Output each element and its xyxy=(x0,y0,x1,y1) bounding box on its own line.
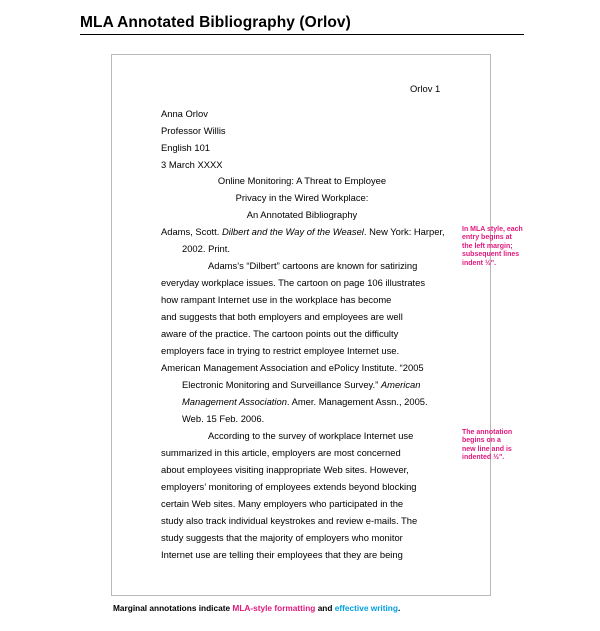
bibliography-entry-2 xyxy=(161,359,428,427)
annotation-line: how rampant Internet use in the workplace has become xyxy=(161,294,392,305)
annotation-line: employers face in trying to restrict employee Internet use. xyxy=(161,345,400,356)
footer-mid: and xyxy=(315,603,335,613)
professor-name: Professor Willis xyxy=(161,125,226,136)
entry-line: American Management Association and ePolicy Institute. “2005 xyxy=(161,362,424,373)
entry-author: Adams, Scott. xyxy=(161,226,222,237)
bibliography-entry-1 xyxy=(161,223,445,257)
title-divider xyxy=(80,34,524,35)
margin-note-entry-format xyxy=(462,226,542,268)
margin-note-line: indented ½". xyxy=(462,454,505,462)
footer-caption xyxy=(113,603,400,613)
document-title: MLA Annotated Bibliography (Orlov) xyxy=(80,14,351,31)
entry-line xyxy=(161,376,428,393)
annotation-line: employers’ monitoring of employees extends beyond blocking xyxy=(161,481,417,492)
entry-publisher: . New York: Harper, xyxy=(363,226,445,237)
margin-note-line: the left margin; xyxy=(462,242,513,250)
annotation-line: everyday workplace issues. The cartoon on page 106 illustrates xyxy=(161,277,426,288)
annotation-line: and suggests that both employers and employees are well xyxy=(161,311,403,322)
annotation-line: certain Web sites. Many employers who participated in the xyxy=(161,498,404,509)
annotation-line: Adams’s “Dilbert” cartoons are known for satirizing xyxy=(208,260,418,271)
margin-note-line: In MLA style, each xyxy=(462,226,523,233)
paper-title-line: Privacy in the Wired Workplace: xyxy=(235,192,369,203)
annotation-1 xyxy=(161,257,426,359)
margin-note-line: The annotation xyxy=(462,429,513,436)
entry-line: Web. 15 Feb. 2006. xyxy=(182,413,265,424)
annotation-2 xyxy=(161,427,418,563)
paper-date: 3 March XXXX xyxy=(161,159,223,170)
entry-line xyxy=(161,223,445,240)
margin-note-line: entry begins at xyxy=(462,234,512,242)
footer-prefix: Marginal annotations indicate xyxy=(113,603,233,613)
entry-book-title: Dilbert and the Way of the Weasel xyxy=(221,226,364,237)
annotation-line: summarized in this article, employers are most concerned xyxy=(161,447,401,458)
margin-note-line: subsequent lines xyxy=(462,251,520,259)
footer-end: . xyxy=(397,603,401,613)
annotation-line: aware of the practice. The cartoon points out the difficulty xyxy=(161,328,399,339)
paper-page xyxy=(111,54,491,596)
margin-note-line: indent ½". xyxy=(462,259,497,267)
annotation-line: study also track individual keystrokes and review e-mails. The xyxy=(161,515,418,526)
paper-heading xyxy=(161,105,226,173)
student-name: Anna Orlov xyxy=(161,108,208,119)
course-name: English 101 xyxy=(161,142,210,153)
annotation-line: Internet use are telling their employees that they are being xyxy=(161,549,403,560)
annotation-line: about employees visiting inappropriate Web sites. However, xyxy=(161,464,409,475)
paper-title xyxy=(112,172,491,223)
paper-title-line: Online Monitoring: A Threat to Employee xyxy=(217,175,387,186)
entry-article-title: Electronic Monitoring and Surveillance Survey.” xyxy=(182,379,381,390)
margin-note-line: begins on a xyxy=(462,437,501,445)
footer-effective-writing: effective writing xyxy=(334,603,398,613)
entry-line xyxy=(161,393,428,410)
entry-publisher: . Amer. Management Assn., 2005. xyxy=(286,396,428,407)
footer-mla-formatting: MLA-style formatting xyxy=(232,603,316,613)
entry-source-title: Management Association xyxy=(182,396,287,407)
paper-title-line: An Annotated Bibliography xyxy=(246,209,358,220)
margin-note-annotation-format xyxy=(462,429,542,463)
entry-line: 2002. Print. xyxy=(182,243,230,254)
entry-source-title: American xyxy=(380,379,421,390)
annotation-line: According to the survey of workplace Internet use xyxy=(208,430,414,441)
margin-note-line: new line and is xyxy=(462,445,512,453)
page-number: Orlov 1 xyxy=(410,83,441,94)
annotation-line: study suggests that the majority of employers who monitor xyxy=(161,532,403,543)
